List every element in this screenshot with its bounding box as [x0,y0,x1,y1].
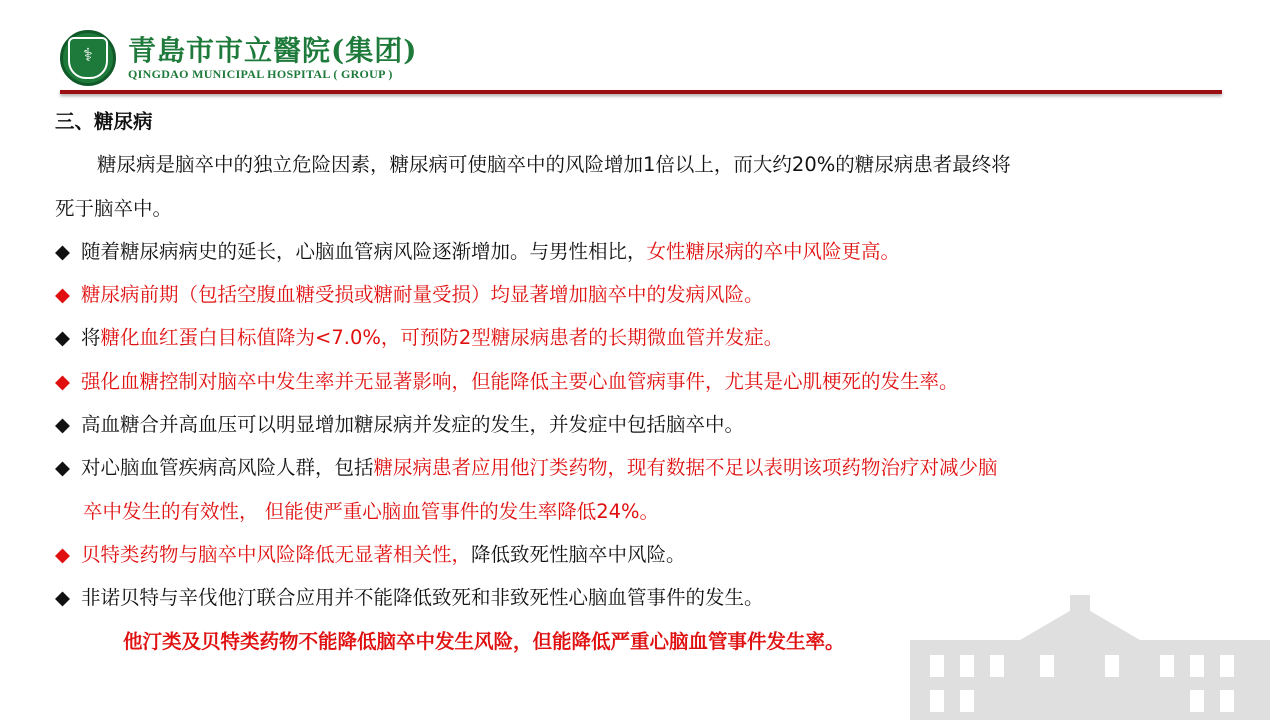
diamond-bullet-icon: ◆ [55,239,70,263]
bullet-text-segment: 糖尿病前期（包括空腹血糖受损或糖耐量受损）均显著增加脑卒中的发病风险。 [81,283,764,307]
bullet-text-segment: 女性糖尿病的卒中风险更高。 [646,239,901,263]
logo-english-name: QINGDAO MUNICIPAL HOSPITAL ( GROUP ) [128,66,393,81]
hospital-logo [60,28,418,88]
diamond-bullet-icon: ◆ [55,456,70,480]
bullet-item [55,360,1235,403]
header-divider [60,90,1222,94]
diamond-bullet-icon: ◆ [55,542,70,566]
bullet-item [55,446,1235,489]
bullet-text-segment: 高血糖合并高血压可以明显增加糖尿病并发症的发生，并发症中包括脑卒中。 [81,413,745,437]
bullet-list [55,230,1235,620]
bullet-item [55,533,1235,576]
diamond-bullet-icon: ◆ [55,586,70,610]
hospital-seal-icon: ⚕ [60,30,116,86]
bullet-item [55,576,1235,619]
slide-content [55,100,1235,663]
diamond-bullet-icon: ◆ [55,413,70,437]
bullet-text-segment: 卒中发生的有效性， 但能使严重心脑血管事件的发生率降低24%。 [83,499,660,523]
bullet-item [55,230,1235,273]
bullet-text-segment: 糖化血红蛋白目标值降为<7.0%，可预防2型糖尿病患者的长期微血管并发症。 [100,326,784,350]
bullet-text-segment: 降低致死性脑卒中风险。 [471,542,686,566]
conclusion: 他汀类及贝特类药物不能降低脑卒中发生风险，但能降低严重心脑血管事件发生率。 [123,629,845,653]
bullet-item [55,316,1235,359]
bullet-text-segment: 随着糖尿病病史的延长，心脑血管病风险逐渐增加。与男性相比， [81,239,647,263]
diamond-bullet-icon: ◆ [55,326,70,350]
bullet-item [55,403,1235,446]
bullet-text-segment: 贝特类药物与脑卒中风险降低无显著相关性， [81,542,472,566]
diamond-bullet-icon: ◆ [55,283,70,307]
bullet-item [55,490,1235,533]
bullet-text-segment: 非诺贝特与辛伐他汀联合应用并不能降低致死和非致死性心脑血管事件的发生。 [81,586,764,610]
bullet-text-segment: 将 [81,326,101,350]
diamond-bullet-icon: ◆ [55,369,70,393]
logo-chinese-name: 青島市市立醫院(集团) [128,33,418,67]
bullet-text-segment: 强化血糖控制对脑卒中发生率并无显著影响，但能降低主要心血管病事件，尤其是心肌梗死的发生率。 [81,369,959,393]
bullet-item [55,273,1235,316]
intro-line-2: 死于脑卒中。 [55,196,173,220]
intro-line-1: 糖尿病是脑卒中的独立危险因素，糖尿病可使脑卒中的风险增加1倍以上，而大约20%的糖尿病患者最终将 [97,153,1011,177]
section-title: 三、糖尿病 [55,110,153,133]
bullet-text-segment: 对心脑血管疾病高风险人群，包括 [81,456,374,480]
bullet-text-segment: 糖尿病患者应用他汀类药物，现有数据不足以表明该项药物治疗对减少脑 [373,456,998,480]
